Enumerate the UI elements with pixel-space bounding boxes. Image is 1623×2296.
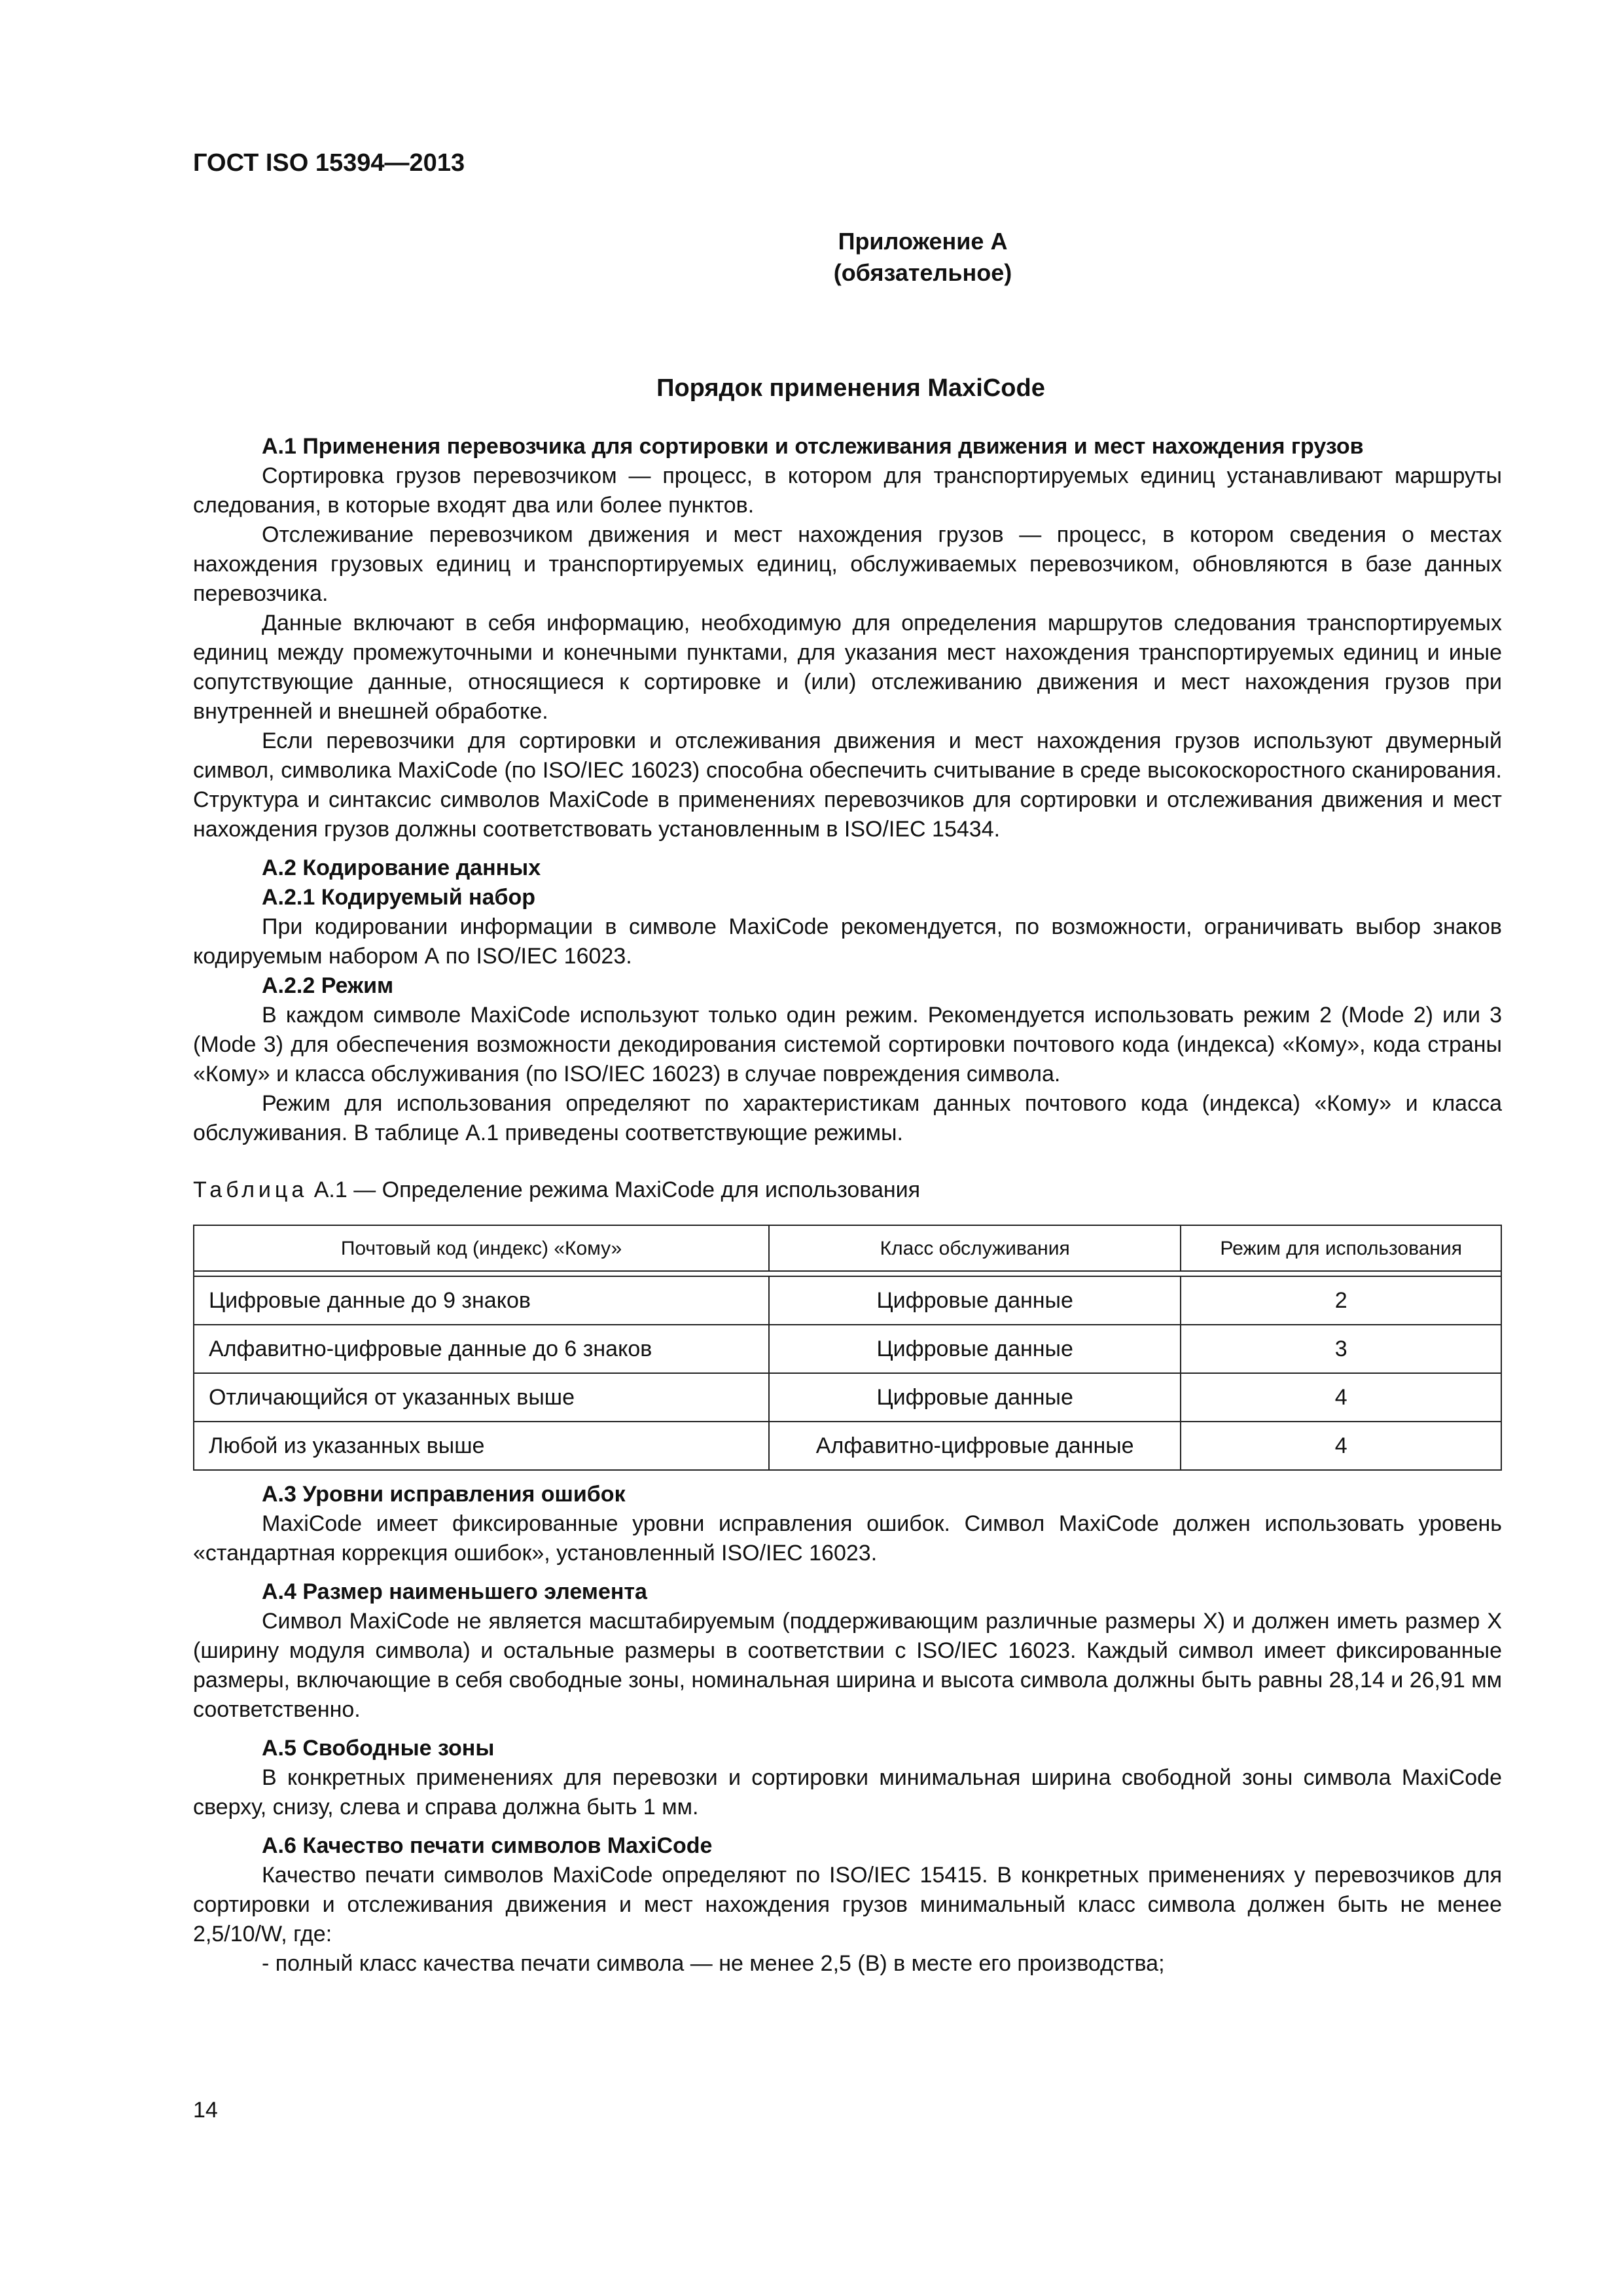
- standard-header: ГОСТ ISO 15394—2013: [193, 149, 465, 177]
- section-a1-paragraph: Если перевозчики для сортировки и отслеживания движения и мест нахождения грузов используют двумерный символ, символика MaxiCode (по ISO/IEC 16023) способна обеспечить считывание в среде высокоскоростного сканирования. Структура и синтаксис символов MaxiCode в применениях перевозчиков для сортировки и отслеживания движения и мест нахождения грузов должны соответствовать установленным в ISO/IEC 15434.: [193, 728, 1502, 842]
- table-header-row: [194, 1225, 1501, 1271]
- appendix-status: (обязательное): [833, 259, 1012, 286]
- section-a1-paragraph: Сортировка грузов перевозчиком — процесс, в котором для транспортируемых единиц устанавливают маршруты следования, в которые входят два или более пунктов.: [193, 463, 1502, 518]
- table-caption-prefix: Таблица: [193, 1177, 308, 1202]
- section-a1-paragraph: Отслеживание перевозчиком движения и мест нахождения грузов — процесс, в котором сведения о местах нахождения грузовых единиц и транспортируемых единиц, обслуживаемых перевозчиком, обновляются в базе данных перевозчика.: [193, 522, 1502, 606]
- table-header-cell: Класс обслуживания: [769, 1225, 1181, 1271]
- table-cell: Алфавитно-цифровые данные до 6 знаков: [194, 1325, 769, 1373]
- section-a2-heading: А.2 Кодирование данных: [262, 855, 541, 880]
- table-cell: Цифровые данные до 9 знаков: [194, 1276, 769, 1325]
- section-a2-2-paragraph: Режим для использования определяют по характеристикам данных почтового кода (индекса) «Кому» и класса обслуживания. В таблице А.1 приведены соответствующие режимы.: [193, 1091, 1502, 1145]
- section-a4-paragraph: Символ MaxiCode не является масштабируемым (поддерживающим различные размеры X) и должен иметь размер X (ширину модуля символа) и остальные размеры в соответствии с ISO/IEC 16023. Каждый символ имеет фиксированные размеры, включающие в себя свободные зоны, номинальная ширина и высота символа должны быть равны 28,14 и 26,91 мм соответственно.: [193, 1609, 1502, 1722]
- section-a6-heading: А.6 Качество печати символов MaxiCode: [262, 1833, 713, 1858]
- table-cell: 4: [1181, 1422, 1501, 1470]
- table-cell: Цифровые данные: [769, 1276, 1181, 1325]
- maxicode-mode-table: [193, 1225, 1502, 1471]
- table-cell: 4: [1181, 1373, 1501, 1422]
- table-caption-text: А.1 — Определение режима MaxiCode для использования: [308, 1177, 921, 1202]
- table-header-cell: Режим для использования: [1181, 1225, 1501, 1271]
- appendix-title: Приложение А: [838, 228, 1008, 255]
- table-cell: Цифровые данные: [769, 1325, 1181, 1373]
- table-row: [194, 1422, 1501, 1470]
- table-cell: 2: [1181, 1276, 1501, 1325]
- section-a5-heading: А.5 Свободные зоны: [262, 1736, 495, 1761]
- section-a1-paragraph: Данные включают в себя информацию, необходимую для определения маршрутов следования транспортируемых единиц между промежуточными и конечными пунктами, для указания мест нахождения транспортируемых единиц и иные сопутствующие данные, относящиеся к сортировке и (или) отслеживанию движения и мест нахождения грузов при внутренней и внешней обработке.: [193, 611, 1502, 724]
- section-a1-heading: А.1 Применения перевозчика для сортировки и отслеживания движения и мест нахождения грузов: [262, 434, 1364, 459]
- table-cell: Алфавитно-цифровые данные: [769, 1422, 1181, 1470]
- section-a2-1-heading: А.2.1 Кодируемый набор: [262, 885, 536, 910]
- document-title: Порядок применения MaxiCode: [656, 374, 1045, 402]
- table-caption: [193, 1175, 1502, 1205]
- section-a4-heading: А.4 Размер наименьшего элемента: [262, 1579, 647, 1604]
- section-a5-paragraph: В конкретных применениях для перевозки и сортировки минимальная ширина свободной зоны символа MaxiCode сверху, снизу, слева и справа должна быть 1 мм.: [193, 1765, 1502, 1820]
- table-row: [194, 1325, 1501, 1373]
- table-cell: 3: [1181, 1325, 1501, 1373]
- section-a6-paragraph: Качество печати символов MaxiCode определяют по ISO/IEC 15415. В конкретных применениях у перевозчиков для сортировки и отслеживания движения и мест нахождения грузов минимальный класс символа должен быть не менее 2,5/10/W, где:: [193, 1863, 1502, 1946]
- section-a3-heading: А.3 Уровни исправления ошибок: [262, 1482, 626, 1507]
- section-a2-1-paragraph: При кодировании информации в символе MaxiCode рекомендуется, по возможности, ограничивать выбор знаков кодируемым набором А по ISO/IEC 16023.: [193, 914, 1502, 969]
- table-row: [194, 1276, 1501, 1325]
- document-body: [193, 432, 1502, 1979]
- table-header-cell: Почтовый код (индекс) «Кому»: [194, 1225, 769, 1271]
- section-a3-paragraph: MaxiCode имеет фиксированные уровни исправления ошибок. Символ MaxiCode должен использовать уровень «стандартная коррекция ошибок», установленный ISO/IEC 16023.: [193, 1511, 1502, 1566]
- table-cell: Любой из указанных выше: [194, 1422, 769, 1470]
- section-a6-list-item: - полный класс качества печати символа — не менее 2,5 (В) в месте его производства;: [262, 1951, 1165, 1976]
- table-row: [194, 1373, 1501, 1422]
- table-cell: Цифровые данные: [769, 1373, 1181, 1422]
- section-a2-2-heading: А.2.2 Режим: [262, 973, 394, 998]
- table-header-gap: [194, 1271, 1501, 1276]
- appendix-block: [759, 226, 1086, 289]
- page-number: 14: [193, 2098, 218, 2123]
- section-a2-2-paragraph: В каждом символе MaxiCode используют только один режим. Рекомендуется использовать режим 2 (Mode 2) или 3 (Mode 3) для обеспечения возможности декодирования системой сортировки почтового кода (индекса) «Кому», кода страны «Кому» и класса обслуживания (по ISO/IEC 16023) в случае повреждения символа.: [193, 1003, 1502, 1086]
- table-cell: Отличающийся от указанных выше: [194, 1373, 769, 1422]
